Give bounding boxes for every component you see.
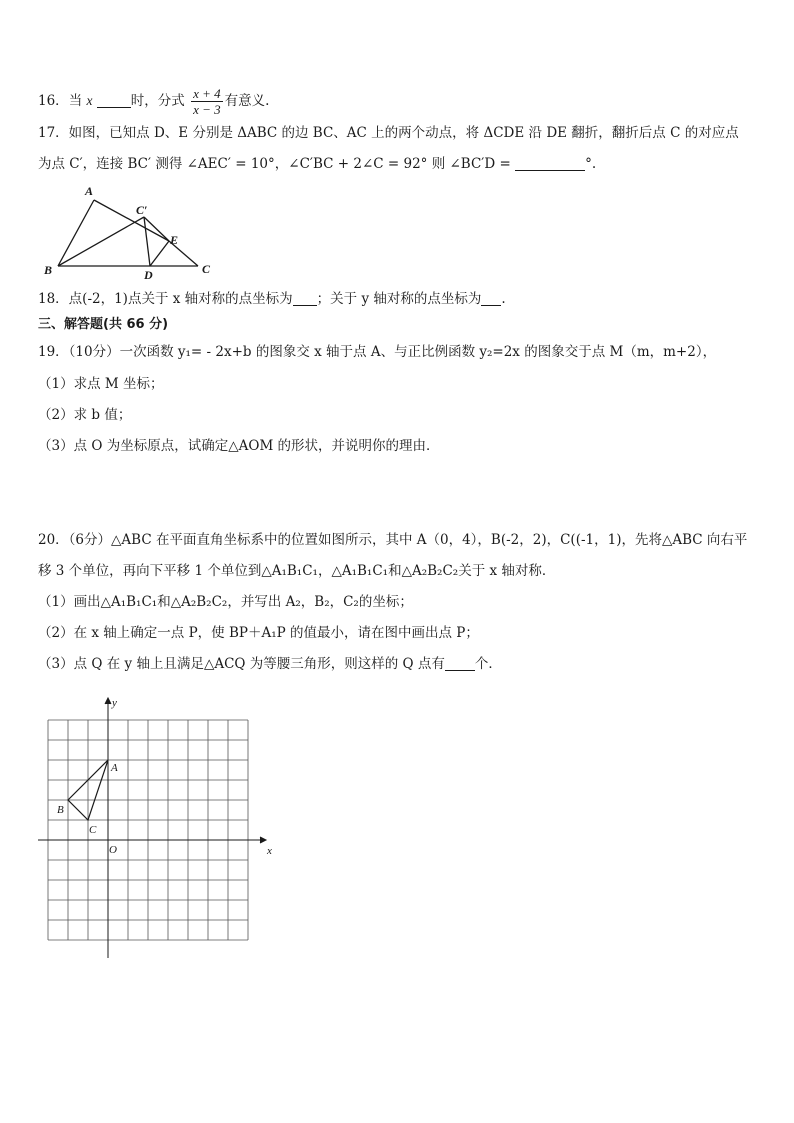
axis-label-x: x — [267, 845, 272, 857]
segment-DE — [150, 241, 169, 266]
question-19-part-3: （3）点 O 为坐标原点，试确定△AOM 的形状，并说明你的理由． — [38, 438, 440, 454]
q17-answer-blank[interactable] — [515, 156, 585, 171]
x-axis-arrow — [260, 837, 266, 843]
question-20-stem-line2: 移 3 个单位，再向下平移 1 个单位到△A₁B₁C₁，△A₁B₁C₁和△A₂B₂C₂关于 x 轴对称． — [38, 563, 556, 579]
label-B: B — [44, 263, 53, 277]
question-20-stem-line1: 20．（6分）△ABC 在平面直角坐标系中的位置如图所示，其中 A（0，4），B(-2，2)，C((-1，1)，先将△ABC 向右平 — [38, 532, 748, 548]
y-axis-arrow — [105, 698, 111, 704]
q16-var-x: x — [86, 93, 93, 108]
question-18 — [38, 289, 506, 309]
point-label-A: A — [111, 762, 118, 774]
point-label-C: C — [89, 824, 97, 836]
label-D: D — [144, 268, 153, 280]
q18-answer-blank-1[interactable] — [293, 291, 317, 306]
question-17-line2 — [38, 154, 596, 174]
question-19-part-1: （1）求点 M 坐标； — [38, 376, 164, 392]
q16-answer-blank[interactable] — [97, 93, 131, 108]
q16-fraction — [191, 86, 223, 117]
q16-fraction-denominator: x − 3 — [193, 102, 221, 117]
q20-part-3-tail: 个． — [474, 656, 502, 672]
section-3-heading: 三、解答题(共 66 分) — [38, 317, 169, 332]
origin-label: O — [109, 844, 117, 856]
label-A: A — [85, 184, 94, 198]
q17-triangle-figure — [38, 180, 223, 280]
q17-line2-tail: °. — [585, 156, 597, 172]
q18-text-a: 18．点(-2，1)点关于 x 轴对称的点坐标为 — [38, 291, 293, 307]
question-17-line1: 17．如图，已知点 D、E 分别是 ΔABC 的边 BC、AC 上的两个动点，将 ΔCDE 沿 DE 翻折，翻折后点 C 的对应点 — [38, 125, 739, 141]
q16-number: 16． — [38, 93, 69, 109]
q16-text-a: 当 — [68, 93, 83, 109]
question-20-part-3 — [38, 654, 502, 674]
question-16 — [38, 86, 269, 117]
q20-part-3-text: （3）点 Q 在 y 轴上且满足△ACQ 为等腰三角形，则这样的 Q 点有 — [38, 656, 445, 672]
q20-coordinate-grid — [38, 690, 283, 960]
axis-label-y: y — [112, 697, 117, 709]
question-20-part-1: （1）画出△A₁B₁C₁和△A₂B₂C₂，并写出 A₂，B₂，C₂的坐标； — [38, 594, 413, 610]
q18-answer-blank-2[interactable] — [481, 291, 501, 306]
label-C: C — [202, 262, 211, 276]
grid-lines — [48, 720, 248, 940]
label-Cprime: C′ — [136, 203, 148, 217]
question-19-part-2: （2）求 b 值； — [38, 407, 132, 423]
q16-fraction-numerator: x + 4 — [193, 86, 221, 101]
question-19-stem: 19．（10分）一次函数 y₁= - 2x+b 的图象交 x 轴于点 A、与正比例函数 y₂=2x 的图象交于点 M（m，m+2）， — [38, 344, 717, 360]
q20-answer-blank[interactable] — [445, 656, 475, 671]
segment-AE — [94, 200, 169, 241]
segment-CprimeD — [144, 217, 150, 266]
q17-line2-text: 为点 C′，连接 BC′ 测得 ∠AEC′ = 10°，∠C′BC + 2∠C = 92° 则 ∠BC′D = — [38, 156, 511, 172]
q18-text-c: . — [501, 291, 506, 307]
question-20-part-2: （2）在 x 轴上确定一点 P，使 BP＋A₁P 的值最小，请在图中画出点 P； — [38, 625, 479, 641]
q16-text-b: 时，分式 — [130, 93, 185, 109]
label-E: E — [170, 233, 179, 247]
point-label-B: B — [57, 804, 64, 816]
q18-text-b: ；关于 y 轴对称的点坐标为 — [316, 291, 482, 307]
q16-text-c: 有意义. — [224, 93, 270, 109]
